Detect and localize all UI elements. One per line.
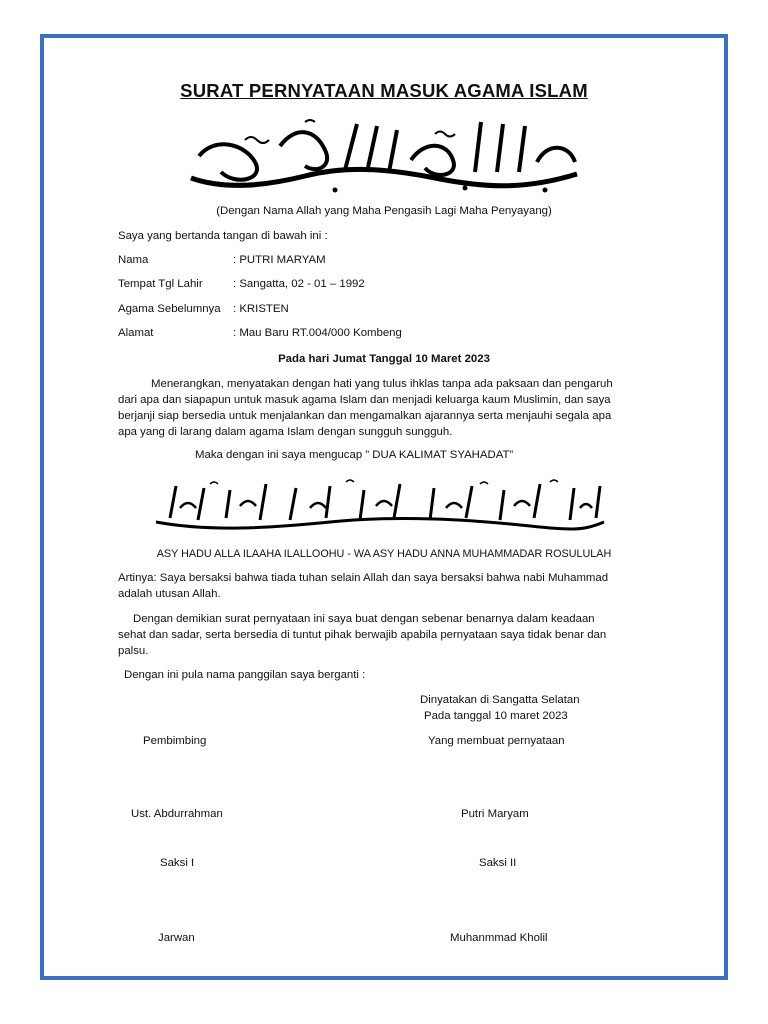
right-role: Yang membuat pernyataan [428,735,565,747]
paragraph1-line: apa yang di larang dalam agama Islam dengan sungguh sungguh. [118,426,453,438]
paragraph1-line: Menerangkan, menyatakan dengan hati yang tulus ihklas tanpa ada paksaan dan pengaruh [151,378,613,390]
bismillah-calligraphy [185,116,583,198]
syahadat-latin: ASY HADU ALLA ILAAHA ILALLOOHU - WA ASY HADU ANNA MUHAMMADAR ROSULULAH [156,548,612,560]
witness1-name: Jarwan [158,932,195,944]
date-sign-line: Pada tanggal 10 maret 2023 [424,710,568,722]
syahadat-calligraphy [150,478,610,538]
paragraph2-line: palsu. [118,645,149,657]
witness1-label: Saksi I [160,857,195,869]
paragraph1-line: dari apa dan siapapun untuk masuk agama Islam dan menjadi keluarga kaum Muslimin, dan saya [118,394,611,406]
field-label-ttl: Tempat Tgl Lahir [118,278,203,290]
syahadat-intro: Maka dengan ini saya mengucap ” DUA KALIMAT SYAHADAT” [195,449,514,461]
witness2-label: Saksi II [479,857,517,869]
bismillah-caption: (Dengan Nama Allah yang Maha Pengasih Lagi Maha Penyayang) [216,205,552,217]
field-value-ttl: : Sangatta, 02 - 01 – 1992 [233,278,365,290]
document-title: SURAT PERNYATAAN MASUK AGAMA ISLAM [180,80,588,101]
field-label-agama: Agama Sebelumnya [118,303,221,315]
intro-line: Saya yang bertanda tangan di bawah ini : [118,230,328,242]
field-value-agama: : KRISTEN [233,303,289,315]
name-change-line: Dengan ini pula nama panggilan saya berganti : [124,669,366,681]
field-label-alamat: Alamat [118,327,154,339]
field-value-alamat: : Mau Baru RT.004/000 Kombeng [233,327,402,339]
place-line: Dinyatakan di Sangatta Selatan [420,694,580,706]
date-line: Pada hari Jumat Tanggal 10 Maret 2023 [278,353,490,365]
left-signatory-name: Ust. Abdurrahman [131,808,223,820]
paragraph2-line: sehat dan sadar, serta bersedia di tuntut pihak berwajib apabila pernyataan saya tidak benar dan [118,629,607,641]
field-value-nama: : PUTRI MARYAM [233,254,326,266]
right-signatory-name: Putri Maryam [461,808,529,820]
left-role: Pembimbing [143,735,207,747]
witness2-name: Muhanmmad Kholil [450,932,548,944]
paragraph2-line: Dengan demikian surat pernyataan ini saya buat dengan sebenar benarnya dalam keadaan [133,613,595,625]
paragraph1-line: berjanji siap bersedia untuk menjalankan dan mengamalkan ajarannya serta menjauhi segala apa [118,410,612,422]
artinya-line: Artinya: Saya bersaksi bahwa tiada tuhan selain Allah dan saya bersaksi bahwa nabi Muhammad [118,572,609,584]
field-label-nama: Nama [118,254,149,266]
artinya-line: adalah utusan Allah. [118,588,221,600]
